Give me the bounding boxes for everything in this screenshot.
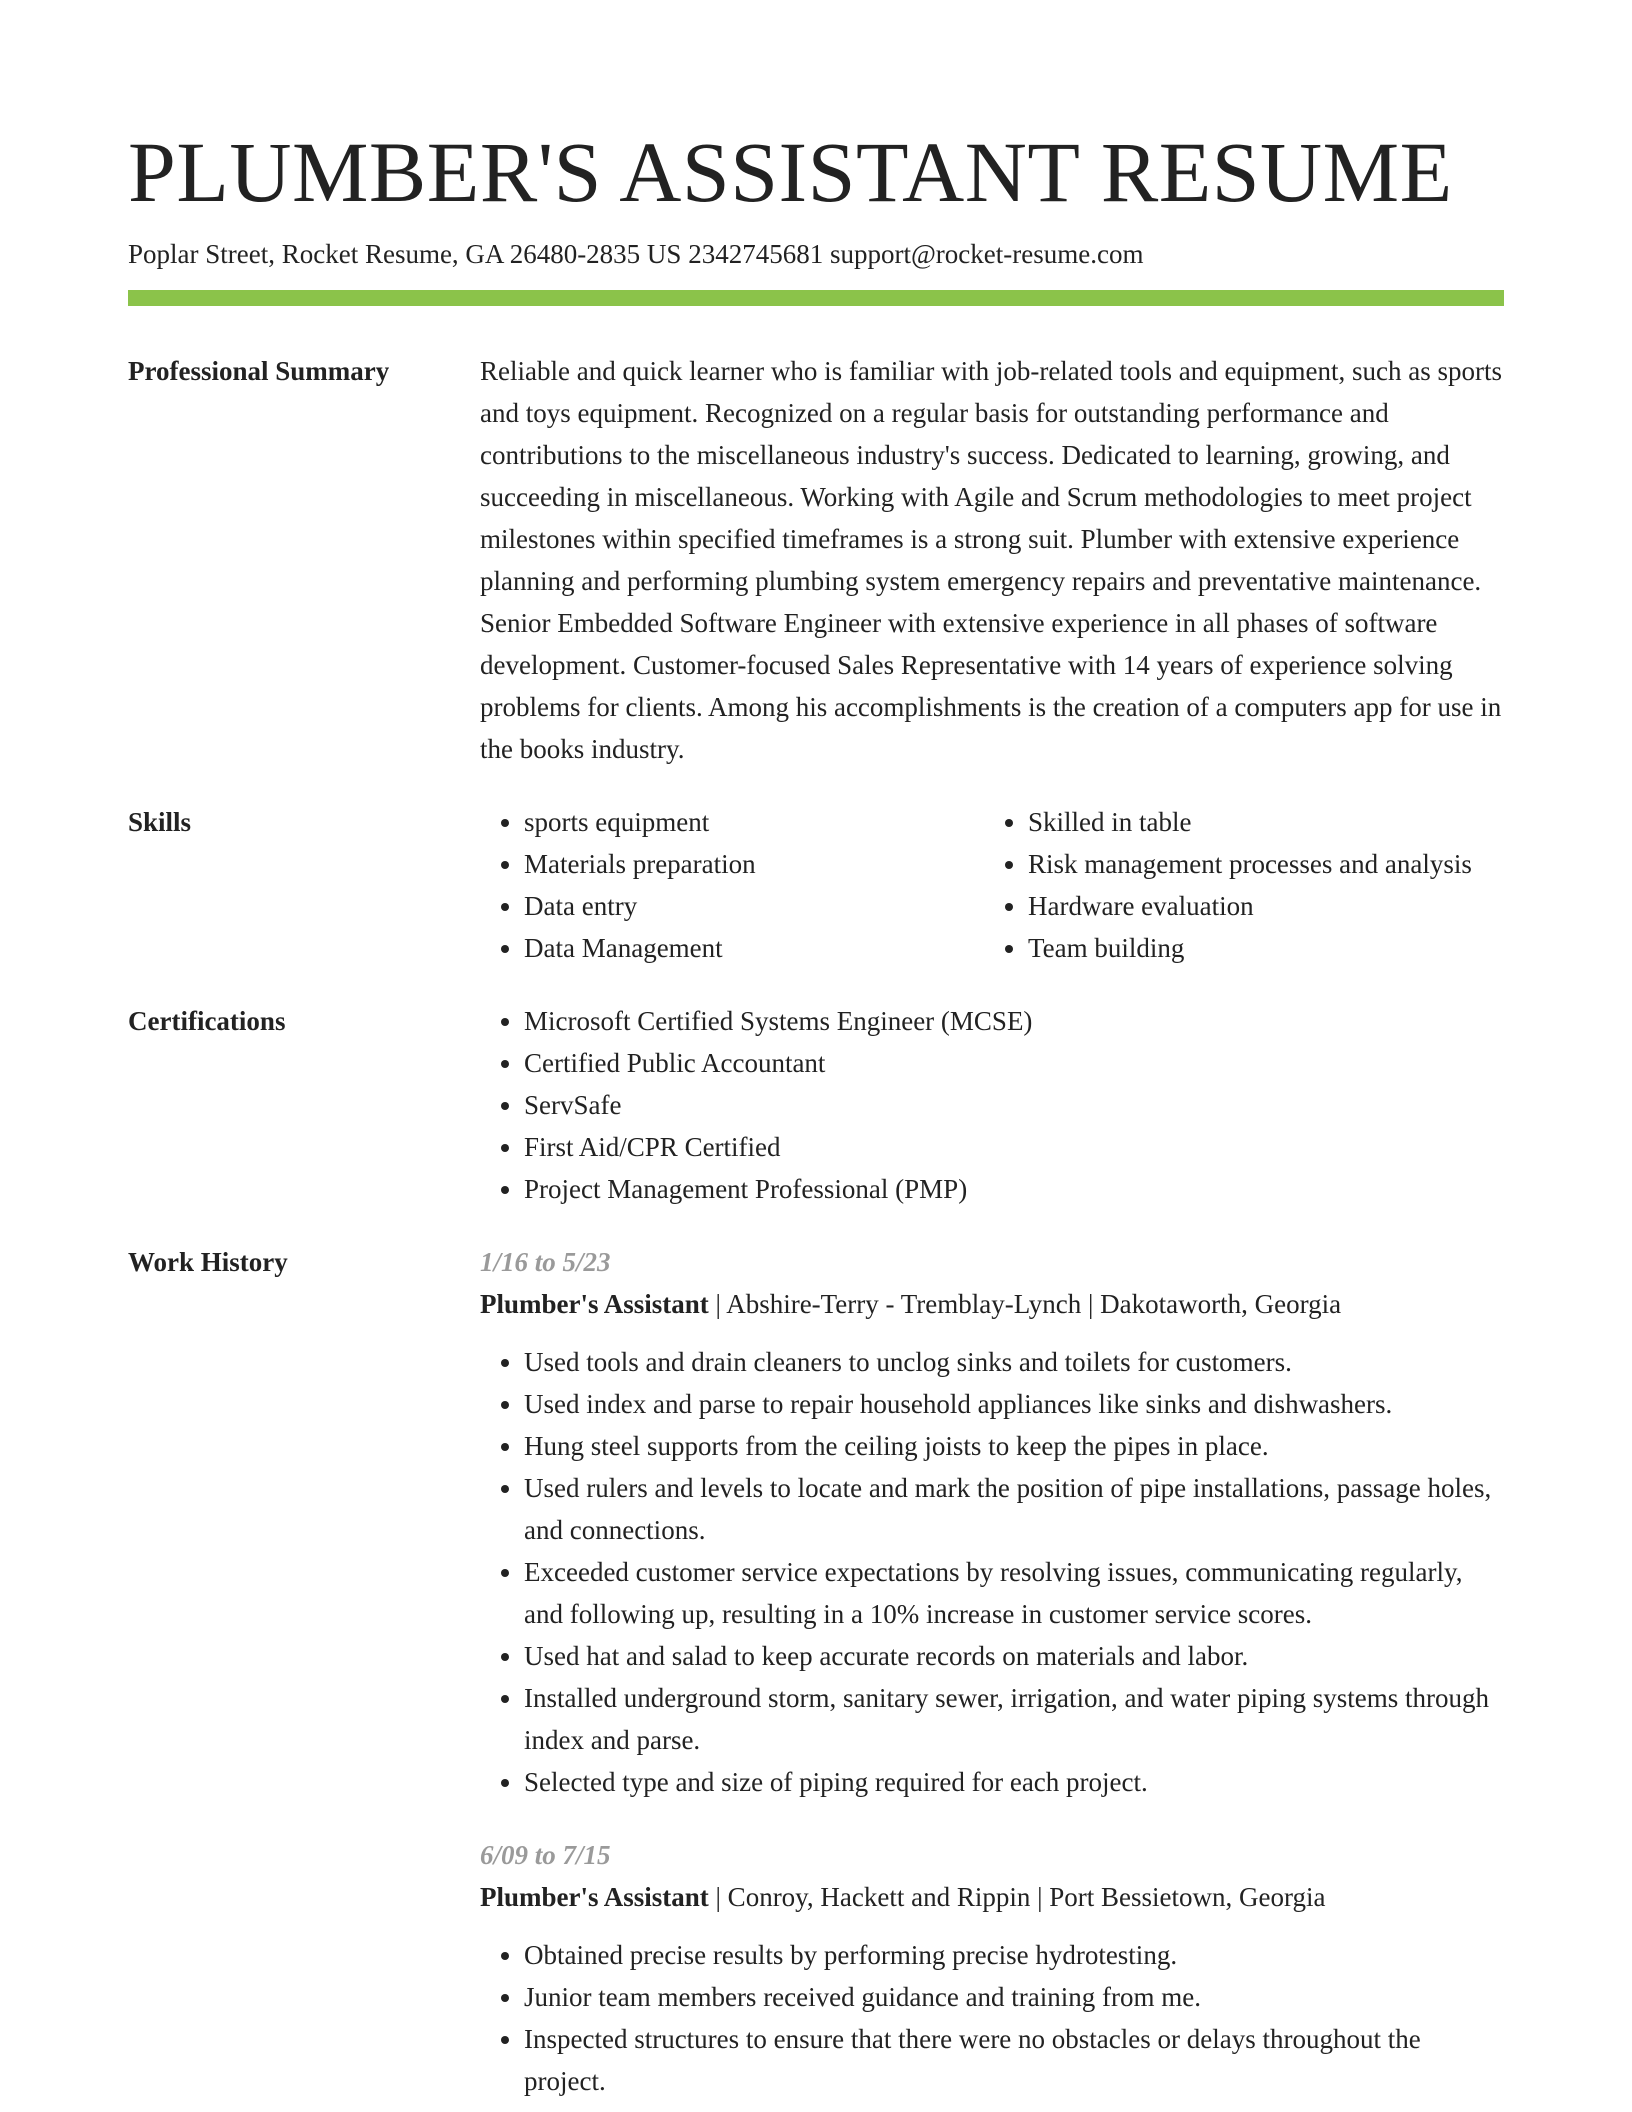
skill-item: • Team building bbox=[1028, 927, 1472, 969]
professional-summary-section bbox=[128, 350, 1504, 770]
skill-item: • Hardware evaluation bbox=[1028, 885, 1472, 927]
job-bullets bbox=[480, 1934, 1504, 2102]
certification-item: • First Aid/CPR Certified bbox=[524, 1126, 1504, 1168]
resume-page bbox=[128, 120, 1504, 2102]
resume-title: PLUMBER'S ASSISTANT RESUME bbox=[128, 124, 1453, 220]
certification-item: • Microsoft Certified Systems Engineer (MCSE) bbox=[524, 1000, 1504, 1042]
skills-column-left bbox=[480, 801, 984, 969]
job-bullet: • Inspected structures to ensure that there were no obstacles or delays throughout the project. bbox=[524, 2018, 1504, 2102]
skills-column-right bbox=[984, 801, 1472, 969]
job-role: Plumber's Assistant bbox=[480, 1289, 709, 1319]
job-employer-location: | Abshire-Terry - Tremblay-Lynch | Dakotaworth, Georgia bbox=[708, 1289, 1342, 1319]
skill-item: • sports equipment bbox=[524, 801, 984, 843]
job-bullets bbox=[480, 1341, 1504, 1803]
job-bullet: • Used tools and drain cleaners to unclog sinks and toilets for customers. bbox=[524, 1341, 1504, 1383]
job-bullet: • Junior team members received guidance and training from me. bbox=[524, 1976, 1504, 2018]
skill-item: • Materials preparation bbox=[524, 843, 984, 885]
job-entry bbox=[480, 1834, 1504, 2102]
contact-line: Poplar Street, Rocket Resume, GA 26480-2835 US 2342745681 support@rocket-resume.com bbox=[128, 239, 1144, 269]
job-dates: 6/09 to 7/15 bbox=[480, 1840, 611, 1870]
section-label-skills: Skills bbox=[128, 807, 192, 837]
job-bullet: • Installed underground storm, sanitary sewer, irrigation, and water piping systems through index and parse. bbox=[524, 1677, 1504, 1761]
job-employer-location: | Conroy, Hackett and Rippin | Port Bessietown, Georgia bbox=[708, 1882, 1326, 1912]
job-title-line bbox=[480, 1876, 1504, 1918]
job-bullet: • Selected type and size of piping required for each project. bbox=[524, 1761, 1504, 1803]
certifications-body bbox=[480, 1000, 1504, 1210]
job-entry bbox=[480, 1241, 1504, 1803]
section-label-summary: Professional Summary bbox=[128, 356, 390, 386]
job-bullet: • Exceeded customer service expectations by resolving issues, communicating regularly, and following up, resulting in a 10% increase in customer service scores. bbox=[524, 1551, 1504, 1635]
skill-item: • Skilled in table bbox=[1028, 801, 1472, 843]
summary-text: Reliable and quick learner who is familiar with job-related tools and equipment, such as sports and toys equipment. Recognized on a regular basis for outstanding performance and contributions to the miscellaneous industry's success. Dedicated to learning, growing, and succeeding in miscellaneous. Working with Agile and Scrum methodologies to meet project milestones within specified timeframes is a strong suit. Plumber with extensive experience planning and performing plumbing system emergency repairs and preventative maintenance. Senior Embedded Software Engineer with extensive experience in all phases of software development. Customer-focused Sales Representative with 14 years of experience solving problems for clients. Among his accomplishments is the creation of a computers app for use in the books industry. bbox=[480, 356, 1502, 764]
skills-columns bbox=[480, 801, 1504, 969]
certification-item: • Certified Public Accountant bbox=[524, 1042, 1504, 1084]
section-label-certifications: Certifications bbox=[128, 1006, 286, 1036]
accent-divider bbox=[128, 290, 1504, 306]
work-history-section bbox=[128, 1241, 1504, 2102]
certifications-section bbox=[128, 1000, 1504, 1210]
summary-body bbox=[480, 350, 1504, 770]
job-bullet: • Obtained precise results by performing precise hydrotesting. bbox=[524, 1934, 1504, 1976]
skill-item: • Data entry bbox=[524, 885, 984, 927]
section-label-work-history: Work History bbox=[128, 1247, 288, 1277]
job-title-line bbox=[480, 1283, 1504, 1325]
skill-item: • Risk management processes and analysis bbox=[1028, 843, 1472, 885]
work-history-body bbox=[480, 1241, 1504, 2102]
job-bullet: • Used hat and salad to keep accurate records on materials and labor. bbox=[524, 1635, 1504, 1677]
job-bullet: • Used rulers and levels to locate and mark the position of pipe installations, passage holes, and connections. bbox=[524, 1467, 1504, 1551]
certification-item: • ServSafe bbox=[524, 1084, 1504, 1126]
skill-item: • Data Management bbox=[524, 927, 984, 969]
job-bullet: • Hung steel supports from the ceiling joists to keep the pipes in place. bbox=[524, 1425, 1504, 1467]
job-role: Plumber's Assistant bbox=[480, 1882, 709, 1912]
certification-item: • Project Management Professional (PMP) bbox=[524, 1168, 1504, 1210]
skills-section bbox=[128, 801, 1504, 969]
job-bullet: • Used index and parse to repair household appliances like sinks and dishwashers. bbox=[524, 1383, 1504, 1425]
job-dates: 1/16 to 5/23 bbox=[480, 1247, 611, 1277]
